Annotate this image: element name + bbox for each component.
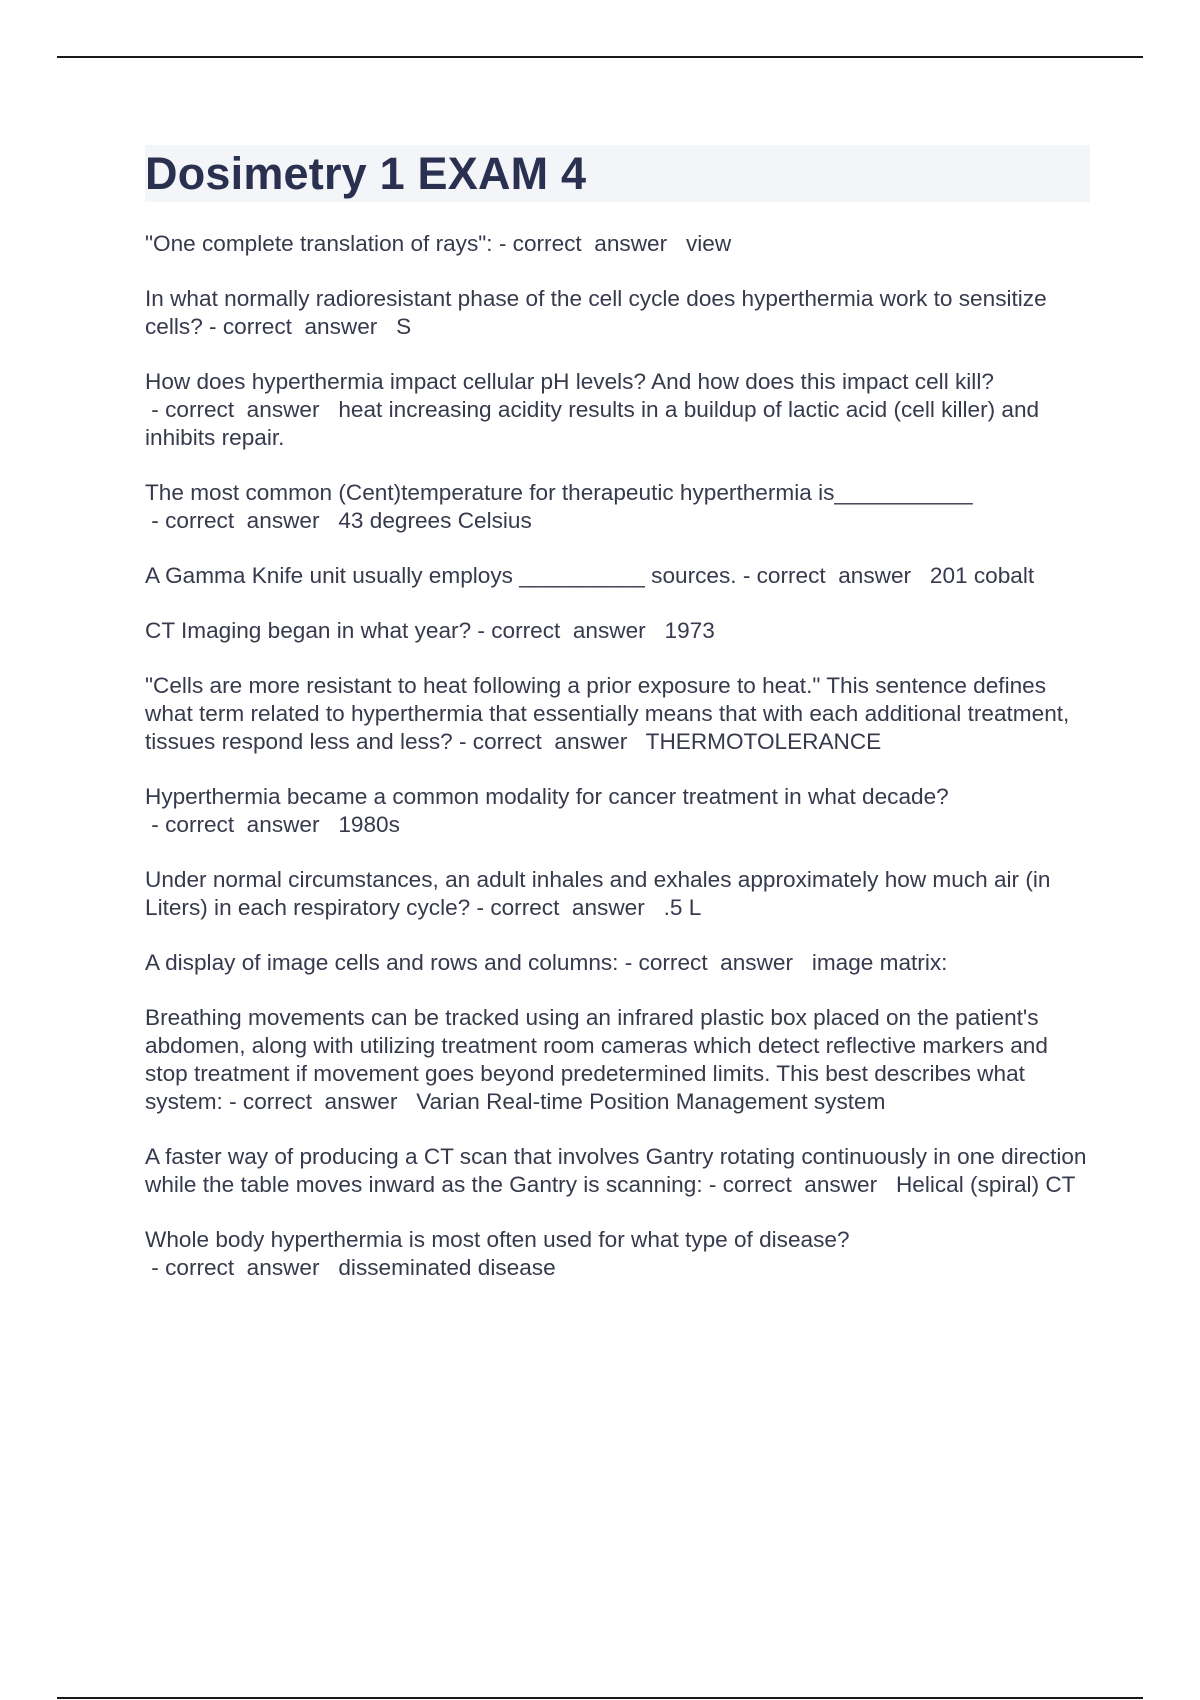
- qa-item: [145, 672, 1090, 756]
- answer-separator: - correct answer: [145, 1255, 339, 1280]
- answer-text: 1980s: [338, 812, 400, 837]
- answer-text: heat increasing acidity results in a buildup of lactic acid (cell killer) and inhibits repair.: [145, 397, 1040, 450]
- answer-text: view: [685, 231, 732, 256]
- answer-separator: - correct answer: [736, 563, 930, 588]
- answer-separator: - correct answer: [222, 1089, 417, 1114]
- answer-separator: - correct answer: [492, 231, 686, 256]
- question-text: "One complete translation of rays":: [145, 231, 493, 256]
- answer-separator: - correct answer: [702, 1172, 896, 1197]
- answer-text: Helical (spiral) CT: [895, 1172, 1076, 1197]
- qa-item: [145, 285, 1090, 341]
- question-text: "Cells are more resistant to heat following a prior exposure to heat." This sentence defines what term related to hyperthermia that essentially means that with each additional treatment, tissues respond less and less?: [145, 673, 1070, 754]
- answer-separator: - correct answer: [470, 895, 664, 920]
- question-text: Under normal circumstances, an adult inhales and exhales approximately how much air (in Liters) in each respiratory cycle?: [145, 867, 1051, 920]
- qa-item: [145, 783, 1090, 839]
- answer-separator: - correct answer: [145, 397, 339, 422]
- qa-item: [145, 1143, 1090, 1199]
- qa-item: [145, 949, 1090, 977]
- qa-item: [145, 1004, 1090, 1116]
- top-rule: [57, 56, 1143, 58]
- question-text: Whole body hyperthermia is most often used for what type of disease?: [145, 1227, 850, 1252]
- answer-separator: - correct answer: [471, 618, 665, 643]
- question-text: The most common (Cent)temperature for therapeutic hyperthermia is___________: [145, 480, 973, 505]
- qa-item: [145, 479, 1090, 535]
- answer-text: THERMOTOLERANCE: [645, 729, 882, 754]
- answer-text: disseminated disease: [338, 1255, 556, 1280]
- qa-item: [145, 562, 1090, 590]
- question-text: A display of image cells and rows and columns:: [145, 950, 619, 975]
- answer-separator: - correct answer: [145, 508, 339, 533]
- bottom-rule: [57, 1697, 1143, 1699]
- question-text: In what normally radioresistant phase of the cell cycle does hyperthermia work to sensitize cells?: [145, 286, 1047, 339]
- answer-text: S: [396, 314, 412, 339]
- answer-separator: - correct answer: [202, 314, 397, 339]
- answer-separator: - correct answer: [618, 950, 812, 975]
- question-text: How does hyperthermia impact cellular pH levels? And how does this impact cell kill?: [145, 369, 994, 394]
- answer-separator: - correct answer: [452, 729, 646, 754]
- answer-separator: - correct answer: [145, 812, 339, 837]
- question-text: CT Imaging began in what year?: [145, 618, 472, 643]
- qa-item: [145, 617, 1090, 645]
- document-title: Dosimetry 1 EXAM 4: [145, 148, 587, 199]
- qa-item: [145, 866, 1090, 922]
- question-text: A faster way of producing a CT scan that involves Gantry rotating continuously in one direction while the table moves inward as the Gantry is scanning:: [145, 1144, 1087, 1197]
- answer-text: image matrix:: [811, 950, 948, 975]
- document-body: [145, 145, 1090, 1309]
- answer-text: 43 degrees Celsius: [338, 508, 532, 533]
- question-text: Hyperthermia became a common modality for cancer treatment in what decade?: [145, 784, 949, 809]
- qa-list: [145, 230, 1090, 1282]
- answer-text: 201 cobalt: [929, 563, 1035, 588]
- qa-item: [145, 230, 1090, 258]
- question-text: A Gamma Knife unit usually employs __________ sources.: [145, 563, 737, 588]
- answer-text: .5 L: [663, 895, 702, 920]
- question-text: Breathing movements can be tracked using an infrared plastic box placed on the patient's abdomen, along with utilizing treatment room cameras which detect reflective markers and stop treatment if movement goes beyond predetermined limits. This best describes what system:: [145, 1005, 1048, 1114]
- title-band: [145, 145, 1090, 202]
- answer-text: Varian Real-time Position Management system: [416, 1089, 886, 1114]
- qa-item: [145, 368, 1090, 452]
- qa-item: [145, 1226, 1090, 1282]
- answer-text: 1973: [664, 618, 715, 643]
